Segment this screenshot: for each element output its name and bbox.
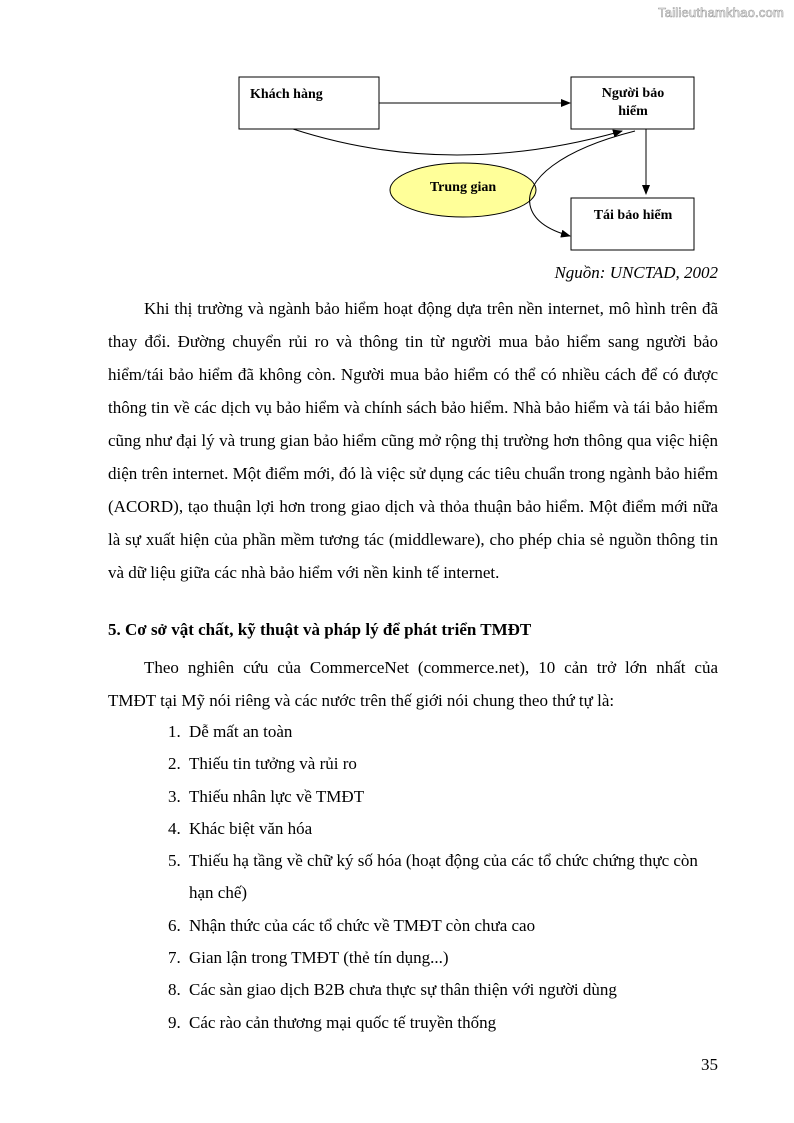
watermark: Tailieuthamkhao.com <box>658 5 784 20</box>
list-item-number: 2. <box>168 754 181 774</box>
insurance-flow-diagram <box>0 0 794 270</box>
list-item-number: 6. <box>168 915 181 935</box>
list-item <box>168 974 718 1006</box>
customer-to-insurer-curve-arrow <box>293 129 622 155</box>
list-item-number: 4. <box>168 818 181 838</box>
customer-box <box>239 77 379 129</box>
list-item-number: 9. <box>168 1012 181 1032</box>
list-item <box>168 813 718 845</box>
insurer-label-line2: hiểm <box>618 104 648 119</box>
list-item-text: Thiếu tin tưởng và rủi ro <box>189 754 357 774</box>
page-number: 35 <box>701 1055 718 1074</box>
list-item <box>168 1007 718 1039</box>
list-item-text: Khác biệt văn hóa <box>189 818 313 838</box>
list-item-text: Các rào cản thương mại quốc tế truyền thống <box>189 1012 497 1032</box>
list-item-number: 1. <box>168 722 181 741</box>
figure-source: Nguồn: UNCTAD, 2002 <box>554 263 718 282</box>
body-paragraph-2: Theo nghiên cứu của CommerceNet (commerce.net), 10 cản trở lớn nhất của TMĐT tại Mỹ nói riêng và các nước trên thế giới nói chung theo thứ tự là: <box>108 658 718 710</box>
body-paragraph-1: Khi thị trường và ngành bảo hiểm hoạt động dựa trên nền internet, mô hình trên đã thay đổi. Đường chuyển rủi ro và thông tin từ người mua bảo hiểm sang người bảo hiểm/tái bảo hiểm đã không còn. Người mua bảo hiểm có thể có nhiều cách để có được thông tin về các dịch vụ bảo hiểm và chính sách bảo hiểm. Nhà bảo hiểm và tái bảo hiểm cũng như đại lý và trung gian bảo hiểm cũng mở rộng thị trường hơn thông qua việc hiện diện trên internet. Một điểm mới, đó là việc sử dụng các tiêu chuẩn trong ngành bảo hiểm (ACORD), tạo thuận lợi hơn trong giao dịch và thỏa thuận bảo hiểm. Một điểm mới nữa là sự xuất hiện của phần mềm tương tác (middleware), cho phép chia sẻ nguồn thông tin và dữ liệu giữa các nhà bảo hiểm với nền kinh tế internet. <box>108 299 718 582</box>
body-paragraph-1-container <box>108 292 718 589</box>
reinsurer-label: Tái bảo hiểm <box>593 208 673 223</box>
insurer-box <box>571 77 694 129</box>
reinsurer-box <box>571 198 694 250</box>
list-item-number: 8. <box>168 980 181 1000</box>
list-item <box>168 910 718 942</box>
list-item <box>168 942 718 974</box>
list-item-text: Các sàn giao dịch B2B chưa thực sự thân thiện với người dùng <box>189 980 617 1000</box>
section-heading: 5. Cơ sở vật chất, kỹ thuật và pháp lý để phát triển TMĐT <box>108 620 532 639</box>
customer-label: Khách hàng <box>250 87 323 102</box>
list-item-number: 3. <box>168 786 181 806</box>
list-item <box>168 748 718 780</box>
list-item-text: Thiếu hạ tầng về chữ ký số hóa (hoạt động của các tổ chức chứng thực còn hạn chế) <box>189 851 698 903</box>
list-item <box>168 716 718 748</box>
insurer-label-line1: Người bảo <box>601 86 665 101</box>
intermediary-label: Trung gian <box>429 180 497 195</box>
obstacles-list <box>168 716 718 1039</box>
list-item-number: 5. <box>168 851 181 871</box>
list-item <box>168 845 718 910</box>
list-item-text: Dễ mất an toàn <box>189 722 293 741</box>
list-item-text: Gian lận trong TMĐT (thẻ tín dụng...) <box>189 948 449 968</box>
list-item <box>168 781 718 813</box>
list-item-number: 7. <box>168 948 181 968</box>
list-item-text: Nhận thức của các tổ chức về TMĐT còn chưa cao <box>189 915 536 935</box>
list-item-text: Thiếu nhân lực về TMĐT <box>189 786 365 806</box>
